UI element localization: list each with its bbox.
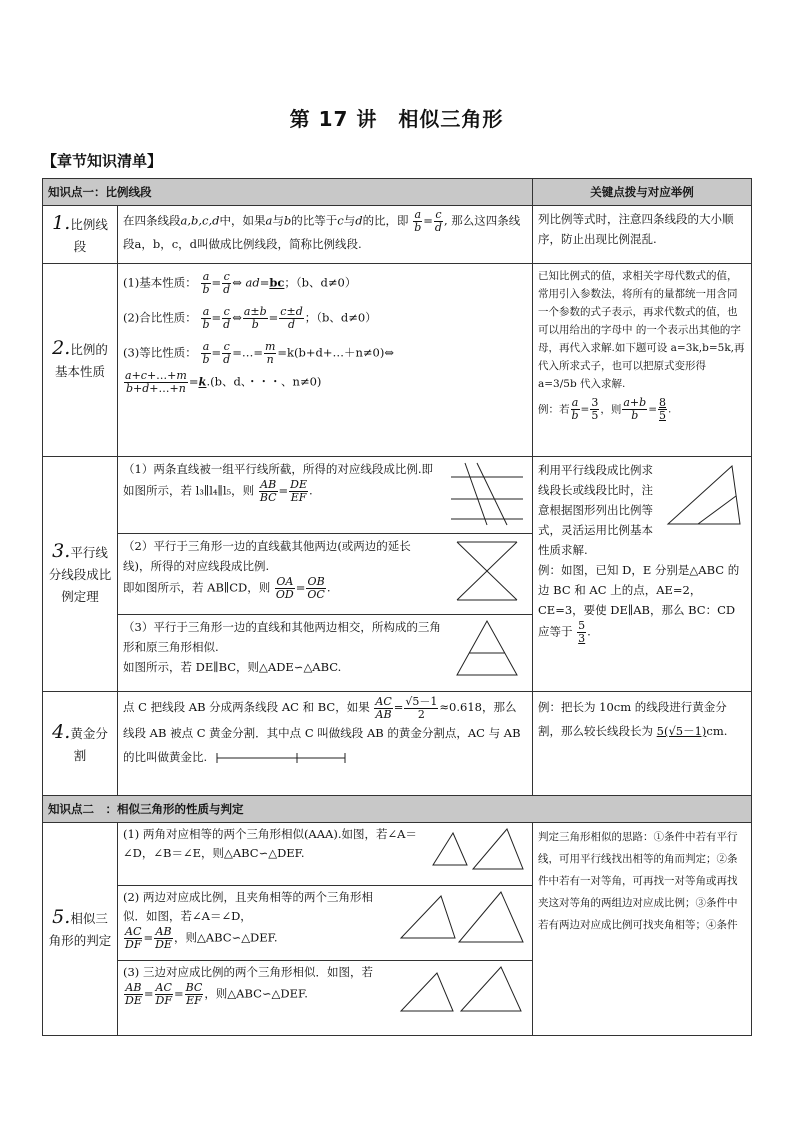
aaa-figure [427,825,527,875]
row-parallel-lines [43,457,752,692]
r5-s1: (1) 两角对应相等的两个三角形相似(AAA).如图，若∠A＝∠D，∠B＝∠E，则△ABC∽△DEF. [123,827,417,860]
parallel-lines-figure [447,459,527,529]
row-number: 4. [52,720,71,743]
r2-p2: (2)合比性质： [123,310,197,325]
r3-s2: （2）平行于三角形一边的直线截其他两边(或两边的延长 线)，所得的对应线段成比例. [123,539,423,573]
row-number: 5. [52,906,71,928]
fraction: $\frac{BC}{EF}$ [185,981,203,1007]
r2-ex-then: ，则 [600,403,622,416]
row-label: 比例的基本性质 [54,342,108,379]
tip-triangle-figure [662,460,746,530]
fraction: $\frac{a+c+\dots+m}{b+d+\dots+n}$ [125,369,187,395]
fraction: $\frac{a+b}{b}$ [623,396,647,422]
sas-figure [397,888,527,946]
fraction: $\frac{3}{5}$ [591,396,599,422]
fraction: $\frac{5}{3}$ [578,619,586,645]
fraction: $\frac{AB}{DE}$ [155,925,172,951]
r3-s3b: 如图所示，若 DE∥BC，则△ADE∽△ABC. [123,660,342,674]
r4-tip [533,692,752,796]
row-basic-properties [43,264,752,457]
r3-s3: （3）平行于三角形一边的直线和其他两边相交，所构成的三角形和原三角形相似. [123,620,441,654]
r5-tip: 判定三角形相似的思路：①条件中若有平行线，可用平行线找出相等的角而判定；②条件中若有一对等角，可再找一对等角或再找夹这对等角的两组边对应成比例；③条件中若有两边对应成比例可找夹角相等；④条件 [533,823,752,1036]
row-label: 比例线段 [70,216,108,254]
fraction: $\frac{m}{n}$ [264,340,276,366]
fraction: $\frac{DE}{EF}$ [290,478,308,504]
row-label: 平行线分线段成比例定理 [48,545,112,604]
r2-tip-text: 已知比例式的值，求相关字母代数式的值，常用引入参数法，将所有的量都统一用含同一个参数的式子表示，再求代数式的值，也可以用给出的字母中 的一个表示出其他的字母，再代入求解.如下题可设 a=3k,b=5k,再代入所求式子，也可以把原式变形得 a=3/5b 代入求解. [538,270,745,390]
r2-p1: (1)基本性质： [123,275,197,290]
golden-segment-figure [211,749,351,767]
kp1-header-row [43,179,752,206]
fraction: $\frac{8}{5}$ [659,396,666,422]
fraction: $\frac{a\pm b}{b}$ [243,305,267,331]
row-proportional-segments [43,206,752,264]
row-golden-section [43,692,752,796]
fraction: $\frac{a}{b}$ [202,305,210,331]
r1-t6: 的比，即 [362,213,409,228]
r3-tip-a: 利用平行线段成比例求线段长或线段比时，注意根据图形列出比例等式，灵活运用比例基本性质求解. [538,463,653,557]
fraction: $\frac{AB}{BC}$ [259,478,277,504]
r3-content: （1）两条直线被一组平行线所截，所得的对应线段成比例.即如图所示，若 l₃∥l₄∥l₅，则 $\frac{AB}{BC}$ = $\frac{DE}{EF}$ . （2）平行于三角形一边的直线截其他两边(或两边的延长 线)，所得的对应线段成比例. 即如图所示，若 AB∥CD，则 $\frac{OA}{OD}$ = $\frac{OB}{OC}$ . （3）平行于三角形一边的直线和其他两边相交，所构成的三角形和原三角形相似. 如图所示，若 DE∥BC，则△ADE∽△ABC. [118,457,533,692]
r1-tip: 列比例等式时，注意四条线段的大小顺序，防止出现比例混乱. [533,206,752,264]
kp2-header: 知识点二 ：相似三角形的性质与判定 [43,796,752,823]
fraction: $\frac{AC}{DF}$ [125,925,142,951]
fraction: $\frac{AB}{DE}$ [125,981,142,1007]
fraction: $\frac{c}{d}$ [223,340,231,366]
r4-text2: ≈0.618，那么线段 AB 被点 C 黄金分割．其中点 C 叫做线段 AB 的黄金分割点，AC 与 AB 的比叫做黄金比. [123,700,521,764]
fraction: $\frac{AC}{AB}$ [375,694,392,721]
fraction: $\frac{c}{d}$ [223,270,231,296]
r4-unit: cm. [706,724,728,738]
r4-text1: 点 C 把线段 AB 分成两条线段 AC 和 BC，如果 [123,700,370,714]
r2-ex: 例：若 [538,403,570,416]
r2-p3-res: =k(b+d+…＋n≠0)⇔ [277,345,394,360]
r1-t2: 中，如果 [219,213,266,228]
fraction: $\frac{c}{d}$ [223,305,231,331]
fraction: $\frac{a}{b}$ [571,396,579,422]
kp2-header-row [43,796,752,823]
r5-s2b: ，则△ABC∽△DEF. [173,930,278,945]
fraction: $\frac{a}{b}$ [202,340,210,366]
kp1-header: 知识点一：比例线段 [43,179,533,206]
sss-figure [397,963,527,1021]
fraction: $\frac{c\pm d}{d}$ [280,305,303,331]
r1-vars: a，b，c，d [134,237,198,251]
fraction: $\frac{a}{b}$ [202,270,210,296]
r3-s1: （1）两条直线被一组平行线所截，所得的对应线段成比例.即如图所示，若 l₃∥l₄∥l₅，则 [123,462,433,498]
r3-tip-b: 例：如图，已知 D，E 分别是△ABC 的边 BC 和 AC 上的点，AE=2，CE=3，要使 DE∥AB，那么 BC：CD 应等于 [538,563,740,639]
r2-p3-end: (b、d、・・・、n≠0) [210,374,322,389]
fraction: $\frac{AC}{DF}$ [155,981,172,1007]
fraction: $\frac{OA}{OD}$ [275,575,294,601]
knowledge-table [42,178,752,1036]
r5-s2: (2) 两边对应成比例，且夹角相等的两个三角形相似．如图，若∠A＝∠D， [123,890,373,923]
r2-p3: (3)等比性质： [123,345,197,360]
r5-s3: (3) 三边对应成比例的两个三角形相似．如图，若 [123,965,373,979]
row-similar-triangles [43,823,752,1036]
r1-t8: 叫做成比例线段，简称比例线段. [197,237,362,251]
r1-t1: 在四条线段 [123,213,181,228]
row-number: 3. [52,540,71,562]
r1-t4: 的比等于 [291,213,338,228]
r5-s3b: ，则△ABC∽△DEF. [204,986,308,1001]
section-heading: 【章节知识清单】 [42,152,163,170]
row-number: 2. [52,337,71,359]
r4-content: 点 C 把线段 AB 分成两条线段 AC 和 BC，如果 $\frac{AC}{AB}$ = $\frac{√5-1}{2}$ ≈0.618，那么线段 AB 被点 C 黄金分割．其中点 C 叫做线段 AB 的黄金分割点，AC 与 AB 的比叫做黄金比. [118,692,533,796]
row-number: 1. [52,211,71,234]
r3-s2b: 即如图所示，若 AB∥CD，则 [123,580,271,595]
page-title: 第 17 讲 相似三角形 [289,107,504,131]
r1-t3: 与 [272,213,284,228]
r4-answer: 5(√5－1) [656,724,707,738]
row-label: 相似三角形的判定 [48,911,112,948]
r3-tip: 利用平行线段成比例求线段长或线段比时，注意根据图形列出比例等式，灵活运用比例基本性质求解. 例：如图，已知 D，E 分别是△ABC 的边 BC 和 AC 上的点，AE=2，CE=3，要使 DE∥AB，那么 BC：CD 应等于 $\frac{5}{3}$ . [533,457,752,692]
fraction: $\frac{c}{d}$ [434,208,442,234]
fraction: $\frac{√5-1}{2}$ [405,694,438,721]
r1-t5: 与 [343,213,356,228]
r2-p1-cond: （b、d≠0） [295,275,357,290]
r1-content: 在四条线段a,b,c,d中，如果a与b的比等于c与d的比，即 $\frac{a}{b}$ = $\frac{c}{d}$ , 那么这四条线段a，b，c，d叫做成比例线段，简称比例线段. [118,206,533,264]
r1-t7: 那么这四条线段 [123,213,521,251]
r2-tip: 已知比例式的值，求相关字母代数式的值，常用引入参数法，将所有的量都统一用含同一个参数的式子表示，再求代数式的值，也可以用给出的字母中 的一个表示出其他的字母，再代入求解.如下题可设 a=3k,b=5k,再代入所求式子，也可以把原式变形得 a=3/5b 代入求解. 例：若 $\frac{a}{b}$ = $\frac{3}{5}$ ，则 $\frac{a+b}{b}$ = $\frac{8}{5}$ . [533,264,752,457]
row-label: 黄金分割 [70,725,108,763]
triangle-figure [447,617,527,679]
fraction: $\frac{OB}{OC}$ [307,575,325,601]
r2-p2-cond: （b、d≠0） [316,310,377,325]
r5-content: (1) 两角对应相等的两个三角形相似(AAA).如图，若∠A＝∠D，∠B＝∠E，则△ABC∽△DEF. (2) 两边对应成比例，且夹角相等的两个三角形相似．如图，若∠A＝∠D， $\frac{AC}{DF}$ = $\frac{AB}{DE}$ ，则△ABC∽△DEF. (3) 三边对应成比例的两个三角形相似．如图，若 $\frac{AB}{DE}$ = $\frac{AC}{DF}$ = $\frac{BC}{EF}$ ，则△ABC∽△DEF. [118,823,533,1036]
r2-content: (1)基本性质： $\frac{a}{b}$ = $\frac{c}{d}$ ⇔ ad=bc；（b、d≠0） (2)合比性质： $\frac{a}{b}$ = $\frac{c}{d}$ ⇔ $\frac{a\pm b}{b}$ = $\frac{c\pm d}{d}$ ；（b、d≠0） (3)等比性质： $\frac{a}{b}$ = $\frac{c}{d}$ =…= $\frac{m}{n}$ =k(b+d+…＋n≠0)⇔ $\frac{a+c+\dots+m}{b+d+\dots+n}$ =k.(b、d、・・・、n≠0) [118,264,533,457]
tips-header: 关键点拨与对应举例 [533,179,752,206]
hourglass-figure [447,536,527,606]
r4-tip-text: 例：把长为 10cm 的线段进行黄金分割，那么较长线段长为 [538,700,727,738]
fraction: $\frac{a}{b}$ [414,208,422,234]
